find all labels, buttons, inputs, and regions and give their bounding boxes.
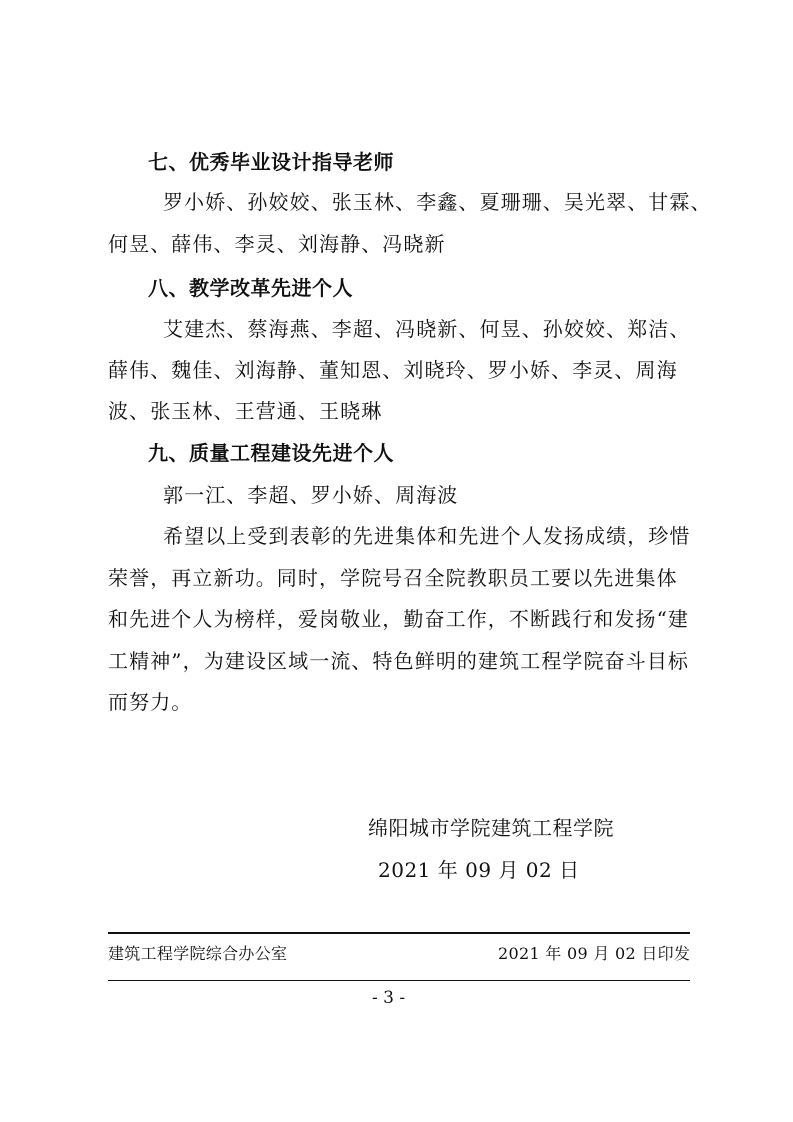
closing-line-1: 希望以上受到表彰的先进集体和先进个人发扬成绩，珍惜 — [163, 524, 691, 548]
signature-org: 绵阳城市学院建筑工程学院 — [368, 816, 614, 840]
footer-issue-date: 2021 年 09 月 02 日印发 — [498, 944, 691, 963]
section-8-line-3: 波、张玉林、王营通、王晓琳 — [108, 399, 383, 423]
section-heading-8: 八、教学改革先进个人 — [148, 276, 353, 300]
closing-line-5: 而努力。 — [108, 690, 193, 714]
section-7-line-2: 何昱、薛伟、李灵、刘海静、冯晓新 — [108, 232, 446, 256]
section-heading-7: 七、优秀毕业设计指导老师 — [148, 150, 394, 174]
closing-line-2: 荣誉，再立新功。同时，学院号召全院教职员工要以先进集体 — [108, 566, 678, 590]
section-heading-9: 九、质量工程建设先进个人 — [148, 441, 394, 465]
section-8-line-2: 薛伟、魏佳、刘海静、董知恩、刘晓玲、罗小娇、李灵、周海 — [108, 358, 678, 382]
section-9-line-1: 郭一江、李超、罗小娇、周海波 — [163, 483, 459, 507]
footer-office: 建筑工程学院综合办公室 — [108, 944, 288, 963]
closing-line-3: 和先进个人为榜样，爱岗敬业，勤奋工作，不断践行和发扬“建 — [108, 607, 690, 631]
section-7-line-1: 罗小娇、孙姣姣、张玉林、李鑫、夏珊珊、吴光翠、甘霖、 — [163, 190, 712, 214]
signature-date: 2021 年 09 月 02 日 — [378, 858, 580, 882]
footer-bottom-rule — [108, 980, 690, 981]
closing-line-4: 工精神”，为建设区域一流、特色鲜明的建筑工程学院奋斗目标 — [108, 649, 690, 673]
page-number: - 3 - — [372, 988, 406, 1008]
section-8-line-1: 艾建杰、蔡海燕、李超、冯晓新、何昱、孙姣姣、郑洁、 — [163, 317, 691, 341]
footer-top-rule — [108, 932, 690, 934]
